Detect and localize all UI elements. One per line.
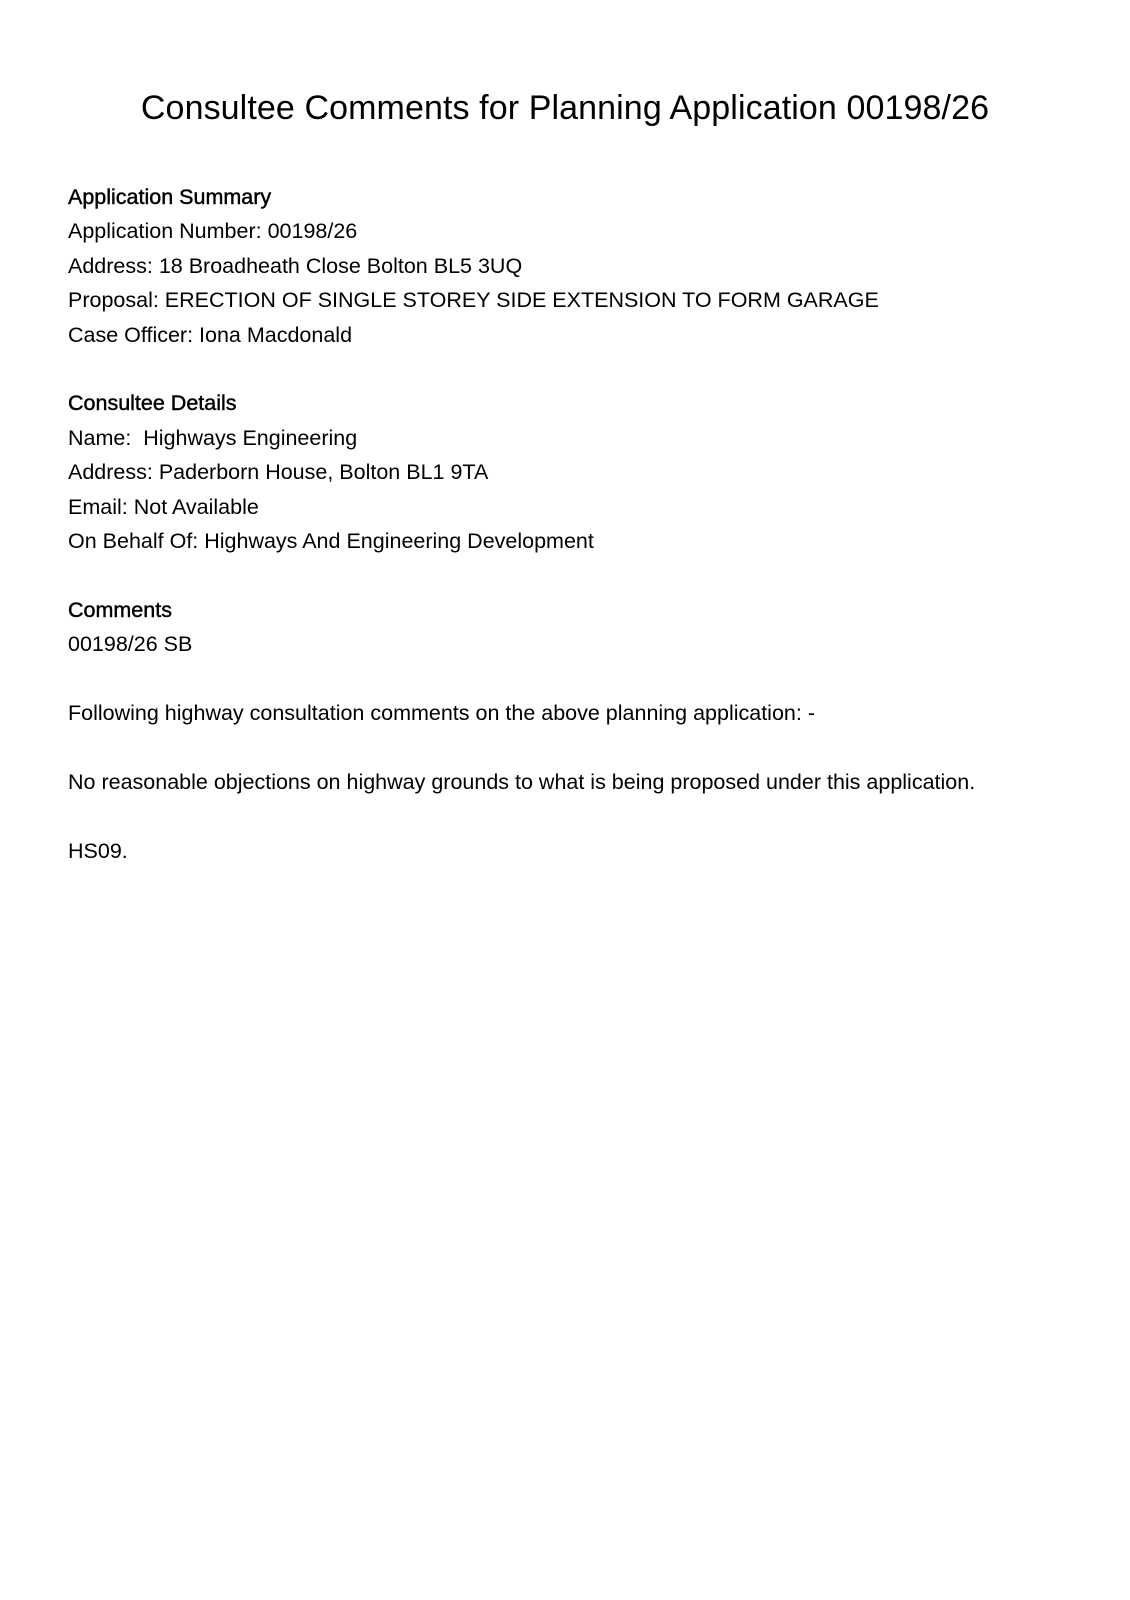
page-title: Consultee Comments for Planning Application 00198/26 <box>140 89 990 127</box>
application-summary-section <box>68 180 1078 352</box>
application-number: Application Number: 00198/26 <box>68 219 358 244</box>
application-summary-heading: Application Summary <box>68 185 272 209</box>
comments-paragraph-1: Following highway consultation comments on the above planning application: - <box>68 701 815 726</box>
spacer <box>68 799 1078 833</box>
consultee-email: Email: Not Available <box>68 494 259 519</box>
application-proposal: Proposal: ERECTION OF SINGLE STOREY SIDE EXTENSION TO FORM GARAGE <box>68 288 879 313</box>
spacer <box>68 558 1078 592</box>
spacer <box>68 352 1078 386</box>
consultee-name: Name: Highways Engineering <box>68 425 358 450</box>
document-body <box>68 180 1078 868</box>
consultee-details-heading: Consultee Details <box>68 391 237 416</box>
comments-paragraph-2: No reasonable objections on highway grounds to what is being proposed under this application. <box>68 769 976 794</box>
comments-signoff: HS09. <box>68 838 128 863</box>
comments-section <box>68 593 1078 868</box>
comments-reference: 00198/26 SB <box>68 632 193 657</box>
application-address: Address: 18 Broadheath Close Bolton BL5 3UQ <box>68 253 523 278</box>
consultee-details-section <box>68 386 1078 558</box>
case-officer: Case Officer: Iona Macdonald <box>68 322 353 347</box>
consultee-address: Address: Paderborn House, Bolton BL1 9TA <box>68 460 489 485</box>
spacer <box>68 730 1078 764</box>
spacer <box>68 662 1078 696</box>
comments-heading: Comments <box>68 597 172 622</box>
consultee-on-behalf-of: On Behalf Of: Highways And Engineering Development <box>68 529 594 554</box>
